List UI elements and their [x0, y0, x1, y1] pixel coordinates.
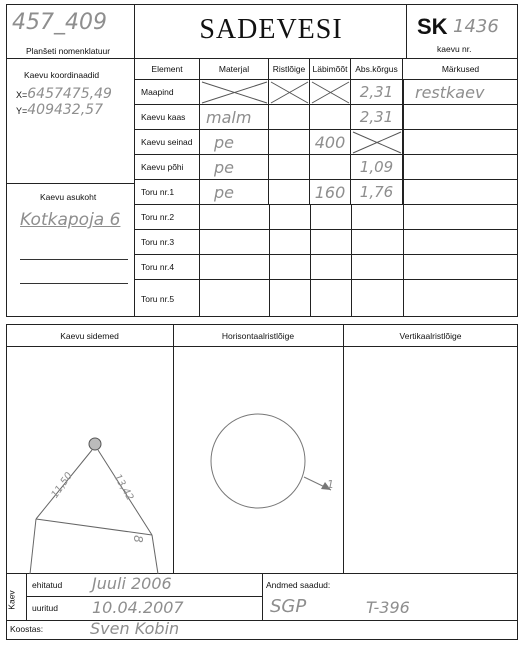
table-cell-markused: restkaev	[415, 83, 485, 102]
location-box	[6, 184, 135, 317]
col-header-element: Element	[135, 58, 200, 80]
table-row-element: Toru nr.3	[135, 230, 200, 255]
diagram-label-horisontaal: Horisontaalristlõige	[221, 331, 295, 341]
table-cell-materjal: pe	[200, 180, 269, 205]
koostas-label: Koostas:	[10, 624, 44, 634]
table-cell-materjal: malm	[200, 105, 269, 130]
table-cell-abs: 2,31	[351, 80, 403, 105]
ties-sketch	[6, 347, 173, 574]
location-value: Kotkapoja 6	[20, 210, 121, 230]
table-cell-abs: 2,31	[351, 105, 403, 130]
sk-box	[406, 4, 518, 59]
diagram-label-vertikaal: Vertikaalristlõige	[399, 331, 462, 341]
table-row-element: Toru nr.1	[135, 180, 200, 205]
table-row-element: Kaevu põhi	[135, 155, 200, 180]
table-row-element: Toru nr.4	[135, 255, 200, 280]
table-row-element: Kaevu seinad	[135, 130, 200, 155]
dim-label-1: 11,50	[49, 470, 76, 501]
col-header-labimoot: Läbimõõt	[310, 58, 351, 80]
table-row-element: Maapind	[135, 80, 200, 105]
koostas-value: Sven Kobin	[90, 619, 180, 638]
horizontal-section-sketch	[173, 347, 343, 574]
table-cell-labimoot: 400	[310, 130, 351, 155]
uuritud-value: 10.04.2007	[92, 598, 184, 617]
location-label: Kaevu asukoht	[40, 192, 97, 202]
uuritud-label: uuritud	[32, 603, 58, 613]
andmed-value-2: T-396	[366, 598, 410, 617]
kaev-label: Kaev	[6, 590, 17, 610]
crossed-cell	[351, 130, 403, 155]
coords-box	[6, 58, 135, 184]
table-cell-materjal: pe	[200, 130, 269, 155]
col-header-abs: Abs.kõrgus	[351, 58, 403, 80]
coords-y-prefix: Y=	[16, 106, 28, 116]
andmed-value-1: SGP	[270, 596, 307, 617]
diagram-label-sidemed: Kaevu sidemed	[60, 331, 119, 341]
table-row-element: Kaevu kaas	[135, 105, 200, 130]
dim-label-2: 13,42	[111, 472, 136, 503]
crossed-cell	[269, 80, 310, 105]
table-cell-materjal: pe	[200, 155, 269, 180]
sk-prefix: SK	[417, 14, 448, 39]
table-row-element: Toru nr.2	[135, 205, 200, 230]
andmed-label: Andmed saadud:	[266, 580, 331, 590]
col-header-markused: Märkused	[403, 58, 518, 80]
ehitatud-label: ehitatud	[32, 580, 63, 590]
coords-label: Kaevu koordinaadid	[24, 70, 100, 80]
table-row-element: Toru nr.5	[135, 280, 200, 317]
sheet-number-box	[6, 4, 135, 59]
table-cell-labimoot: 160	[310, 180, 351, 205]
crossed-cell	[310, 80, 351, 105]
page-title: SADEVESI	[199, 14, 343, 45]
ehitatud-value: Juuli 2006	[92, 574, 172, 593]
dim-label-3: 8	[130, 535, 145, 543]
col-header-materjal: Materjal	[200, 58, 269, 80]
crossed-cell	[200, 80, 269, 105]
table-cell-abs: 1,09	[351, 155, 403, 180]
coords-x-value: 6457475,49	[27, 86, 112, 102]
pipe-label: 1	[327, 478, 334, 491]
table-cell-abs: 1,76	[351, 180, 403, 205]
sheet-number: 457_409	[12, 10, 107, 35]
sk-number: 1436	[453, 16, 499, 37]
coords-x-prefix: X=	[16, 90, 28, 100]
sheet-label: Planšeti nomenklatuur	[26, 46, 111, 56]
element-table	[135, 58, 518, 317]
coords-y-value: 409432,57	[27, 102, 103, 118]
col-header-ristloige: Ristlõige	[269, 58, 310, 80]
sk-label: kaevu nr.	[437, 44, 472, 54]
